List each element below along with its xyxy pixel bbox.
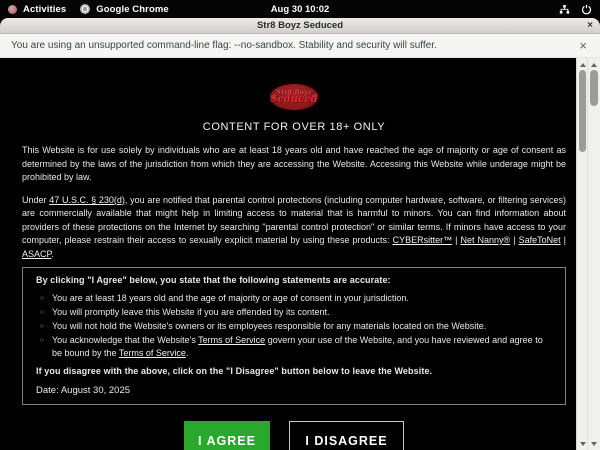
scroll-down-icon[interactable]: [591, 442, 597, 446]
i-agree-button[interactable]: I AGREE: [184, 421, 270, 450]
inline-link[interactable]: Terms of Service: [198, 335, 266, 345]
inline-link[interactable]: Net Nanny®: [460, 235, 511, 245]
chrome-icon: [80, 4, 90, 14]
logo-text-bottom: Seduced: [270, 94, 318, 105]
window-title-bar: [0, 18, 600, 34]
app-menu-google-chrome[interactable]: Google Chrome: [96, 3, 169, 15]
page-scrollbar-thumb[interactable]: [579, 70, 586, 152]
clock[interactable]: Aug 30 10:02: [270, 3, 330, 15]
list-item: ○ You are at least 18 years old and the age of majority or age of consent in your jurisdiction.: [39, 292, 552, 305]
window-scrollbar[interactable]: [587, 58, 600, 450]
consent-buttons-row: [22, 421, 566, 450]
logo-text-top: · Str8 Boyz: [276, 89, 312, 96]
gnome-top-bar: [0, 0, 600, 18]
site-logo: [270, 84, 318, 110]
page-title: CONTENT FOR OVER 18+ ONLY: [202, 121, 386, 133]
inline-link[interactable]: Terms of Service: [118, 348, 186, 358]
i-disagree-button[interactable]: I DISAGREE: [289, 421, 404, 450]
agreement-statements-list: [36, 292, 552, 360]
window-title: Str8 Boyz Seduced: [256, 20, 344, 31]
agreement-box: [22, 267, 566, 405]
window-close-icon[interactable]: ×: [587, 20, 593, 31]
recording-indicator-icon: [8, 5, 17, 14]
date-label: Date: August 30, 2025: [36, 385, 131, 396]
intro-paragraph: This Website is for use solely by individuals who are at least 18 years old and have reached the age of majority or age of consent as determined by the laws of the jurisdiction from which they are accessing the Website. Accessing this Website while underage might be prohibited by law.: [22, 145, 566, 182]
legal-paragraph: Under 47 U.S.C. § 230(d), you are notified that parental control protections (including computer hardware, software, or filtering services) are commercially available that might help in limiting access to material that is harmful to minors. You can find information about providers of these protections on the Internet by searching "parental control protection" or similar terms. If minors have access to your computer, please restrain their access to sexually explicit material by using these products: CYBERsitter™ | Net Nanny® | SafeToNet | ASACP.: [22, 194, 567, 259]
inline-link[interactable]: 47 U.S.C. § 230(d): [49, 194, 125, 205]
power-icon[interactable]: [581, 4, 592, 15]
list-item: ○ You will not hold the Website's owners or its employees responsible for any materials located on the Website.: [39, 320, 552, 333]
network-icon[interactable]: [559, 4, 570, 15]
infobar-close-icon[interactable]: ×: [579, 38, 587, 53]
inline-link[interactable]: CYBERsitter™: [392, 235, 453, 245]
disagree-note: If you disagree with the above, click on the "I Disagree" button below to leave the Website.: [36, 366, 433, 376]
scroll-up-icon[interactable]: [580, 63, 586, 67]
inline-link[interactable]: SafeToNet: [518, 235, 561, 245]
list-item: ○ You acknowledge that the Website's Terms of Service govern your use of the Website, and you have reviewed and agree to be bound by the Terms of Service.: [39, 334, 552, 360]
scroll-down-icon[interactable]: [580, 442, 586, 446]
list-item: ○ You will promptly leave this Website if you are offended by its content.: [39, 306, 552, 319]
window-scrollbar-thumb[interactable]: [590, 70, 598, 106]
agreement-box-title: By clicking "I Agree" below, you state that the following statements are accurate:: [36, 275, 391, 285]
activities-button[interactable]: Activities: [23, 3, 67, 15]
scroll-up-icon[interactable]: [591, 63, 597, 67]
infobar-message: You are using an unsupported command-line flag: --no-sandbox. Stability and security will suffer.: [11, 40, 437, 51]
age-verification-page: [0, 58, 577, 450]
chrome-infobar: [0, 34, 600, 58]
inline-link[interactable]: ASACP: [22, 248, 52, 259]
